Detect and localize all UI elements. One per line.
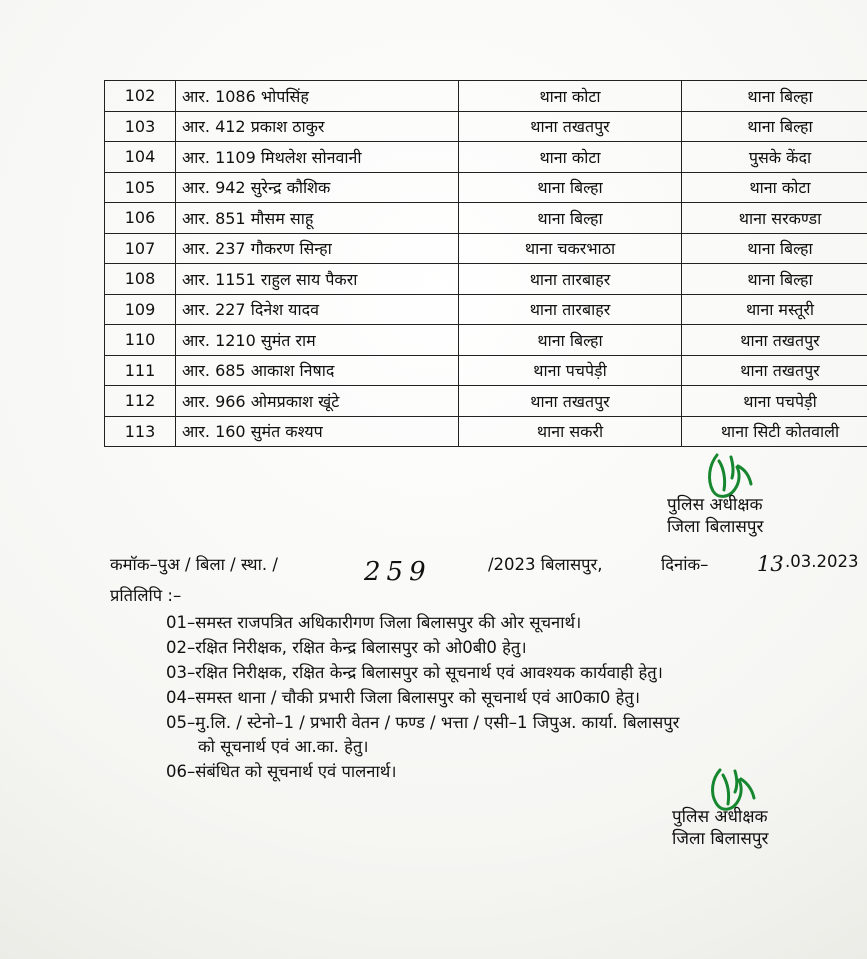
from-station-cell: थाना कोटा bbox=[459, 81, 682, 112]
copy-item bbox=[166, 636, 679, 660]
serial-number-cell: 113 bbox=[105, 416, 176, 447]
transfer-table-body bbox=[105, 81, 867, 447]
copy-item bbox=[166, 711, 679, 759]
from-station-cell: थाना सकरी bbox=[459, 416, 682, 447]
from-station-cell: थाना तखतपुर bbox=[459, 386, 682, 417]
serial-number-cell: 103 bbox=[105, 111, 176, 142]
to-station-cell: थाना मस्तूरी bbox=[682, 294, 867, 325]
table-row bbox=[105, 264, 867, 295]
copy-item-text: 02–रक्षित निरीक्षक, रक्षित केन्द्र बिलासपुर को ओ0बी0 हेतु। bbox=[166, 638, 527, 657]
constable-name-cell: आर. 1086 भोपसिंह bbox=[176, 81, 459, 112]
from-station-cell: थाना चकरभाठा bbox=[459, 233, 682, 264]
to-station-cell: थाना सिटी कोतवाली bbox=[682, 416, 867, 447]
from-station-cell: थाना तारबाहर bbox=[459, 264, 682, 295]
date-rest: .03.2023 bbox=[785, 552, 859, 571]
reference-year-place: /2023 बिलासपुर, bbox=[488, 555, 603, 574]
designation-district-top: जिला बिलासपुर bbox=[667, 517, 764, 537]
table-row bbox=[105, 142, 867, 173]
copy-item-continuation: को सूचनार्थ एवं आ.का. हेतु। bbox=[198, 737, 369, 756]
serial-number-cell: 104 bbox=[105, 142, 176, 173]
copy-item bbox=[166, 611, 679, 635]
copy-item bbox=[166, 686, 679, 710]
designation-title-bottom: पुलिस अधीक्षक bbox=[672, 807, 768, 827]
table-row bbox=[105, 203, 867, 234]
serial-number-cell: 107 bbox=[105, 233, 176, 264]
constable-name-cell: आर. 412 प्रकाश ठाकुर bbox=[176, 111, 459, 142]
table-row bbox=[105, 294, 867, 325]
constable-name-cell: आर. 1210 सुमंत राम bbox=[176, 325, 459, 356]
copy-item bbox=[166, 661, 679, 685]
transfer-table bbox=[104, 80, 867, 447]
constable-name-cell: आर. 942 सुरेन्द्र कौशिक bbox=[176, 172, 459, 203]
copy-item-text: 03–रक्षित निरीक्षक, रक्षित केन्द्र बिलासपुर को सूचनार्थ एवं आवश्यक कार्यवाही हेतु। bbox=[166, 663, 663, 682]
table-row bbox=[105, 81, 867, 112]
constable-name-cell: आर. 237 गौकरण सिन्हा bbox=[176, 233, 459, 264]
from-station-cell: थाना पचपेड़ी bbox=[459, 355, 682, 386]
copy-item-text: 04–समस्त थाना / चौकी प्रभारी जिला बिलासपुर को सूचनार्थ एवं आ0का0 हेतु। bbox=[166, 688, 641, 707]
to-station-cell: थाना तखतपुर bbox=[682, 325, 867, 356]
table-row bbox=[105, 416, 867, 447]
to-station-cell: थाना सरकण्डा bbox=[682, 203, 867, 234]
serial-number-cell: 109 bbox=[105, 294, 176, 325]
table-row bbox=[105, 386, 867, 417]
from-station-cell: थाना कोटा bbox=[459, 142, 682, 173]
from-station-cell: थाना बिल्हा bbox=[459, 325, 682, 356]
constable-name-cell: आर. 227 दिनेश यादव bbox=[176, 294, 459, 325]
reference-prefix: कमॉक–पुअ / बिला / स्था. / bbox=[110, 555, 278, 574]
reference-number: 259 bbox=[364, 557, 432, 587]
constable-name-cell: आर. 966 ओमप्रकाश खूंटे bbox=[176, 386, 459, 417]
to-station-cell: थाना बिल्हा bbox=[682, 233, 867, 264]
table-row bbox=[105, 111, 867, 142]
designation-bottom bbox=[672, 806, 769, 850]
designation-top bbox=[667, 494, 764, 538]
serial-number-cell: 105 bbox=[105, 172, 176, 203]
serial-number-cell: 110 bbox=[105, 325, 176, 356]
copy-item-text: 06–संबंधित को सूचनार्थ एवं पालनार्थ। bbox=[166, 762, 397, 781]
from-station-cell: थाना तखतपुर bbox=[459, 111, 682, 142]
copy-item-text: 01–समस्त राजपत्रित अधिकारीगण जिला बिलासपुर की ओर सूचनार्थ। bbox=[166, 613, 582, 632]
date-day: 13 bbox=[757, 552, 784, 576]
copy-item-text: 05–मु.लि. / स्टेनो–1 / प्रभारी वेतन / फण्ड / भत्ता / एसी–1 जिपुअ. कार्या. बिलासपुर bbox=[166, 713, 680, 732]
serial-number-cell: 102 bbox=[105, 81, 176, 112]
designation-district-bottom: जिला बिलासपुर bbox=[672, 829, 769, 849]
copy-item bbox=[166, 760, 679, 784]
to-station-cell: थाना तखतपुर bbox=[682, 355, 867, 386]
constable-name-cell: आर. 160 सुमंत कश्यप bbox=[176, 416, 459, 447]
constable-name-cell: आर. 1151 राहुल साय पैकरा bbox=[176, 264, 459, 295]
table-row bbox=[105, 325, 867, 356]
constable-name-cell: आर. 1109 मिथलेश सोनवानी bbox=[176, 142, 459, 173]
from-station-cell: थाना बिल्हा bbox=[459, 203, 682, 234]
to-station-cell: थाना बिल्हा bbox=[682, 81, 867, 112]
to-station-cell: थाना कोटा bbox=[682, 172, 867, 203]
serial-number-cell: 112 bbox=[105, 386, 176, 417]
date-label: दिनांक– bbox=[661, 555, 709, 574]
constable-name-cell: आर. 851 मौसम साहू bbox=[176, 203, 459, 234]
serial-number-cell: 106 bbox=[105, 203, 176, 234]
table-row bbox=[105, 233, 867, 264]
from-station-cell: थाना तारबाहर bbox=[459, 294, 682, 325]
constable-name-cell: आर. 685 आकाश निषाद bbox=[176, 355, 459, 386]
to-station-cell: थाना बिल्हा bbox=[682, 264, 867, 295]
to-station-cell: थाना पचपेड़ी bbox=[682, 386, 867, 417]
to-station-cell: थाना बिल्हा bbox=[682, 111, 867, 142]
copy-heading: प्रतिलिपि :– bbox=[110, 586, 182, 605]
table-row bbox=[105, 172, 867, 203]
serial-number-cell: 108 bbox=[105, 264, 176, 295]
serial-number-cell: 111 bbox=[105, 355, 176, 386]
copy-list bbox=[166, 611, 679, 785]
from-station-cell: थाना बिल्हा bbox=[459, 172, 682, 203]
table-row bbox=[105, 355, 867, 386]
designation-title-top: पुलिस अधीक्षक bbox=[667, 495, 763, 515]
to-station-cell: पुसके केंदा bbox=[682, 142, 867, 173]
